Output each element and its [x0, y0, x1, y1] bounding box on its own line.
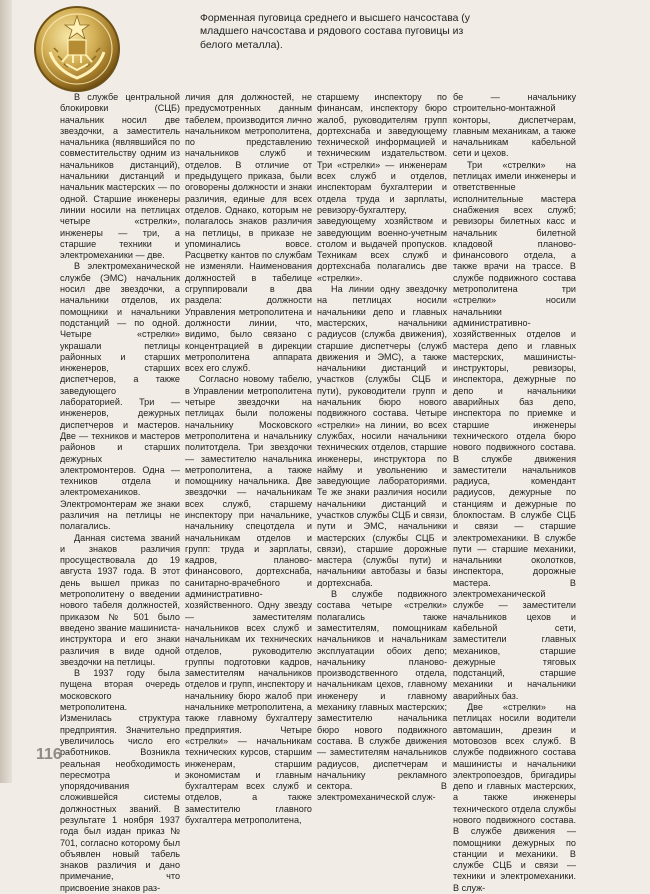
paragraph: Данная система званий и знаков различия просуществовала до 19 августа 1937 года. В этот день вышел приказ по метрополитену о введении нового табеля должностей, приказом № 501 было введено звание машиниста-инструктора и его знаки различия в виде одной звездочки на петлицы. [60, 532, 180, 667]
paragraph: В электромеханической службе (ЭМС) начальник носил две звездочки, а начальники отделов, их помощники и начальники подстанций — по одной. Четыре «стрелки» украшали петлицы районных и старших инженеров, старших диспетчеров, а также заведующего лабораторией. Три — инженеров, дежурных диспетчеров и мастеров. Две — техников и мастеров районов и старших дежурных электромонтеров. Одна — техников отдела и электромехаников. Электромонтерам же знаки различия на петлицы не полагались. [60, 261, 180, 532]
page-gutter [0, 0, 12, 783]
text-column-1 [60, 92, 180, 893]
text-column-2 [185, 92, 312, 825]
page-number: 116 [36, 746, 62, 763]
text-column-3 [317, 92, 447, 803]
paragraph: В службе подвижного состава четыре «стрелки» полагались также заместителям, помощникам начальников и начальникам эксплуатации обоих депо; начальнику планово-производственного отдела, начальникам цехов, главному инженеру и главному механику главных мастерских; заместителю начальника бюро нового подвижного состава. В службе движения — заместителям начальников радиусов, диспетчерам и начальнику рекламного сектора. В электромеханической служ- [317, 589, 447, 803]
text-column-4 [453, 92, 576, 893]
paragraph: В службе центральной блокировки (СЦБ) начальник носил две звездочки, а заместитель начальника (являвшийся по совместительству одним из начальников дистанций), начальники дистанций и начальник мастерских — по одной. Старшие инженеры линии носили на петлицах четыре «стрелки», инженеры — три, а старшие техники и электромеханики — две. [60, 92, 180, 261]
paragraph: На линии одну звездочку на петлицах носили начальники депо и главных мастерских, начальники радиусов (служба движения), старшие диспетчеры (служб движения и ЭМС), а также начальники дистанций и участков (службы СЦБ и пути), руководители групп и начальник бюро нового подвижного состава. Четыре «стрелки» на линии, во всех службах, носили начальники технических отделов, старшие инженеры, инструктора по найму и увольнению и заведующие лабораториями. Те же знаки различия носили начальники дистанций и участков службы СЦБ и связи, пути и ЭМС, начальники мастерских (службы СЦБ и связи), старшие дорожные мастера (службы пути) и начальники автобазы и базы дортехснаба. [317, 284, 447, 588]
paragraph: В 1937 году была пущена вторая очередь московского метрополитена. Изменилась структура предприятия. Значительно увеличилось число его работников. Возникла реальная необходимость пересмотра и упорядочивания сложившейся системы должностных званий. В результате 1 ноября 1937 года был издан приказ № 701, согласно которому был объявлен новый табель знаков различия и дано примечание, что присвоение знаков раз- [60, 668, 180, 893]
image-caption: Форменная пуговица среднего и высшего начсостава (у младшего начсостава и рядового состава пуговицы из белого металла). [200, 13, 470, 51]
uniform-button-image [32, 4, 122, 94]
paragraph: Согласно новому табелю, в Управлении метрополитена четыре звездочки на петлицах были положены начальнику Московского метрополитена и начальнику политотдела. Три звездочки — заместителю начальника метрополитена, а также помощнику начальника. Две звездочки — начальникам всех служб, старшему инспектору при начальнике, начальнику спецотдела и начальникам отделов и групп: труда и зарплаты, кадров, планово-финансового, дортехснаба, санитарно-врачебного и административно-хозяйственного. Одну звезду — заместителям начальников всех служб и начальникам их технических отделов, руководителю группы подготовки кадров, заместителям начальников отделов и групп, инспектору и начальнику бюро жалоб при начальнике метрополитена, а также главному бухгалтеру предприятия. Четыре «стрелки» — начальникам технических курсов, старшим инженерам, старшим экономистам и главным бухгалтерам всех служб и отделов, а также заместителю главного бухгалтера метрополитена, [185, 374, 312, 825]
paragraph: старшему инспектору по финансам, инспектору бюро жалоб, руководителям групп дортехснаба и заведующему технической информацией и техническим издательством. Три «стрелки» — инженерам всех служб и отделов, инспекторам бухгалтерии и отдела труда и зарплаты, ревизору-бухгалтеру, заведующему хозяйством и заведующим военно-учетным столом и выдачей пропусков. Техникам всех служб и дортехснаба полагались две «стрелки». [317, 92, 447, 283]
paragraph: бе — начальнику строительно-монтажной конторы, диспетчерам, главным механикам, а также начальникам кабельной сети и цехов. [453, 92, 576, 159]
paragraph: Две «стрелки» на петлицах носили водители автомашин, дрезин и мотовозов всех служб. В службе подвижного состава машинисты и начальники электропоездов, бригадиры депо и главных мастерских, а также инженеры технического отдела службы нового подвижного состава. В службе движения — помощники дежурных по станции и механики. В службе СЦБ и связи — техники и электромеханики. В служ- [453, 702, 576, 893]
paragraph: Три «стрелки» на петлицах имели инженеры и ответственные исполнительные мастера снабжения всех служб; ревизоры билетных касс и начальник билетной кладовой планово-финансового отдела, а также врачи на трассе. В службе подвижного состава метрополитена три «стрелки» носили начальники административно-хозяйственных отделов и мастера депо и главных мастерских, машинисты-инструкторы, ревизоры, инспектора, дежурные по депо и начальники аварийных баз депо, инспектора по приемке и старшие инженеры технического отдела бюро нового подвижного состава. В службе движения заместители начальников радиуса, комендант радиусов, дежурные по станциям и дежурные по блокпостам. В службе СЦБ и связи — старшие электромеханики. В службе пути — старшие механики, начальники околотков, инспектора, дорожные мастера. В электромеханической службе — заместители начальников цехов и кабельной сети, заместители главных механиков, старшие дежурные тяговых подстанций, старшие механики и начальники аварийных баз. [453, 159, 576, 701]
paragraph: личия для должностей, не предусмотренных данным табелем, производится лично начальником метрополитена, по представлению начальников служб и отделов. В отличие от предыдущего приказа, были оговорены должности и знаки различия, единые для всех отделов. Однако, которым не полагалось знаков различия на петлицы, в приказе не упоминались вовсе. Расцветку кантов по службам не изменяли. Наименования должностей в табелице сгруппировали в два раздела: должности Управления метрополитена и должности линии, что, видимо, было связано с концентрацией в дирекции метрополитена аппарата всех его служб. [185, 92, 312, 374]
